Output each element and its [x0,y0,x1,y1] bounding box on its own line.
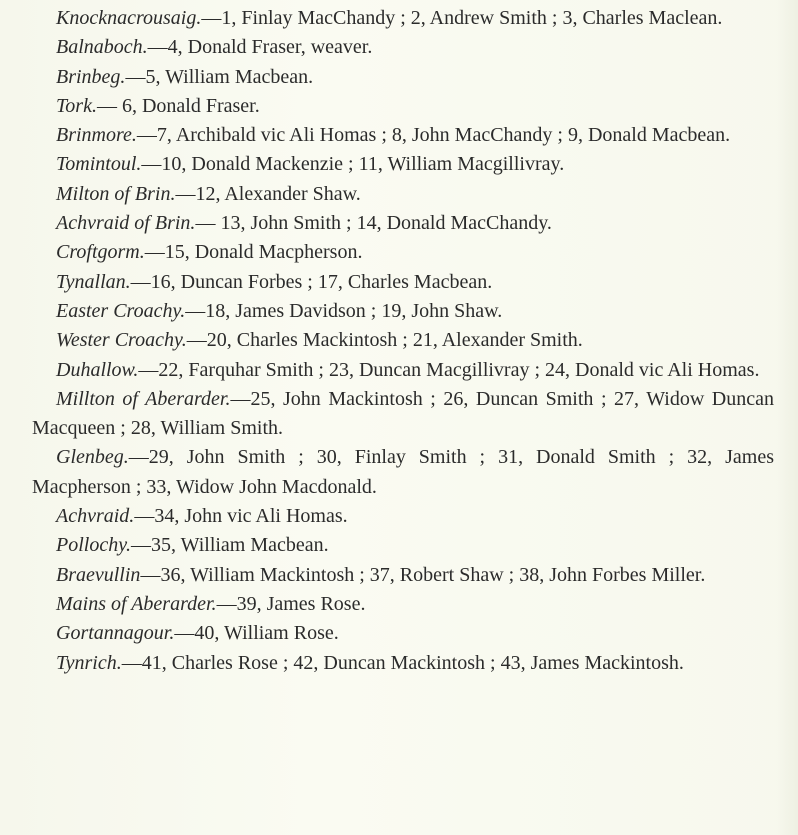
tenant-list: —29, John Smith ; 30, Finlay Smith ; 31, Donald Smith ; 32, James Macpherson ; 33, Widow John Macdonald. [32,446,774,498]
entry-pollochy [32,531,774,560]
place-name: Brinmore. [56,124,137,147]
place-name: Achvraid of Brin. [56,212,196,235]
entry-knocknacrousaig [32,4,774,33]
place-name: Mains of Aberarder. [56,592,217,615]
page-edge-shading [776,0,798,835]
place-name: Wester Croachy. [56,329,187,352]
entry-brinbeg [32,63,774,92]
place-name: Achvraid. [56,505,135,528]
entry-milton-of-brin [32,180,774,209]
tenant-list: —35, William Macbean. [130,534,329,557]
tenant-list: —7, Archibald vic Ali Homas ; 8, John MacChandy ; 9, Donald Macbean. [136,124,731,147]
entry-gortannagour [32,619,774,648]
tenant-list: —18, James Davidson ; 19, John Shaw. [185,299,503,322]
entry-easter-croachy [32,297,774,326]
entry-tynallan [32,268,774,297]
tenant-list: —41, Charles Rose ; 42, Duncan Mackintosh ; 43, James Mackintosh. [121,651,684,674]
place-name: Brinbeg. [56,65,126,88]
place-name: Knocknacrousaig. [56,7,202,29]
entry-glenbeg [32,443,774,502]
tenant-list: —12, Alexander Shaw. [175,182,361,205]
tenant-list: — 6, Donald Fraser. [96,94,260,117]
tenant-list: —20, Charles Mackintosh ; 21, Alexander Smith. [186,329,583,352]
tenant-list: —34, John vic Ali Homas. [134,505,348,528]
entry-tomintoul [32,150,774,179]
tenant-list: —15, Donald Macpherson. [144,241,363,264]
entry-croftgorm [32,238,774,267]
place-name: Balnaboch. [56,36,148,59]
place-name: Croftgorm. [56,241,145,264]
entry-achvraid [32,502,774,531]
entry-wester-croachy [32,326,774,355]
place-name: Tynallan. [56,270,131,293]
place-name: Easter Croachy. [56,299,186,322]
tenant-list: — 13, John Smith ; 14, Donald MacChandy. [195,212,552,235]
entry-achvraid-of-brin [32,209,774,238]
tenant-list: —39, James Rose. [216,592,366,615]
place-name: Millton of Aberarder. [56,387,231,410]
entry-brinmore [32,121,774,150]
place-name: Glenbeg. [56,446,129,469]
entry-tork [32,92,774,121]
tenant-list: —5, William Macbean. [125,65,314,88]
place-list [32,4,774,678]
place-name: Tork. [56,94,97,117]
tenant-list: —16, Duncan Forbes ; 17, Charles Macbean. [130,270,493,293]
place-name: Gortannagour. [56,622,175,645]
tenant-list: —40, William Rose. [174,622,339,645]
tenant-list: —1, Finlay MacChandy ; 2, Andrew Smith ; 3, Charles Maclean. [201,7,723,29]
tenant-list: —4, Donald Fraser, weaver. [147,36,373,59]
tenant-list: —10, Donald Mackenzie ; 11, William Macgillivray. [141,153,565,176]
tenant-list: —22, Farquhar Smith ; 23, Duncan Macgillivray ; 24, Donald vic Ali Homas. [138,358,760,381]
entry-balnaboch [32,33,774,62]
place-name: Duhallow. [56,358,139,381]
entry-duhallow [32,356,774,385]
tenant-list: —36, William Mackintosh ; 37, Robert Shaw ; 38, John Forbes Miller. [140,563,706,586]
entry-braevullin [32,561,774,590]
entry-tynrich [32,649,774,678]
place-name: Pollochy. [56,534,131,557]
place-name: Tomintoul. [56,153,142,176]
place-name: Milton of Brin. [56,182,176,205]
entry-millton-of-aberarder [32,385,774,444]
entry-mains-of-aberarder [32,590,774,619]
place-name: Braevullin [56,563,141,586]
place-name: Tynrich. [56,651,122,674]
tenant-list: —25, John Mackintosh ; 26, Duncan Smith ; 27, Widow Duncan Macqueen ; 28, William Smith. [32,387,774,440]
